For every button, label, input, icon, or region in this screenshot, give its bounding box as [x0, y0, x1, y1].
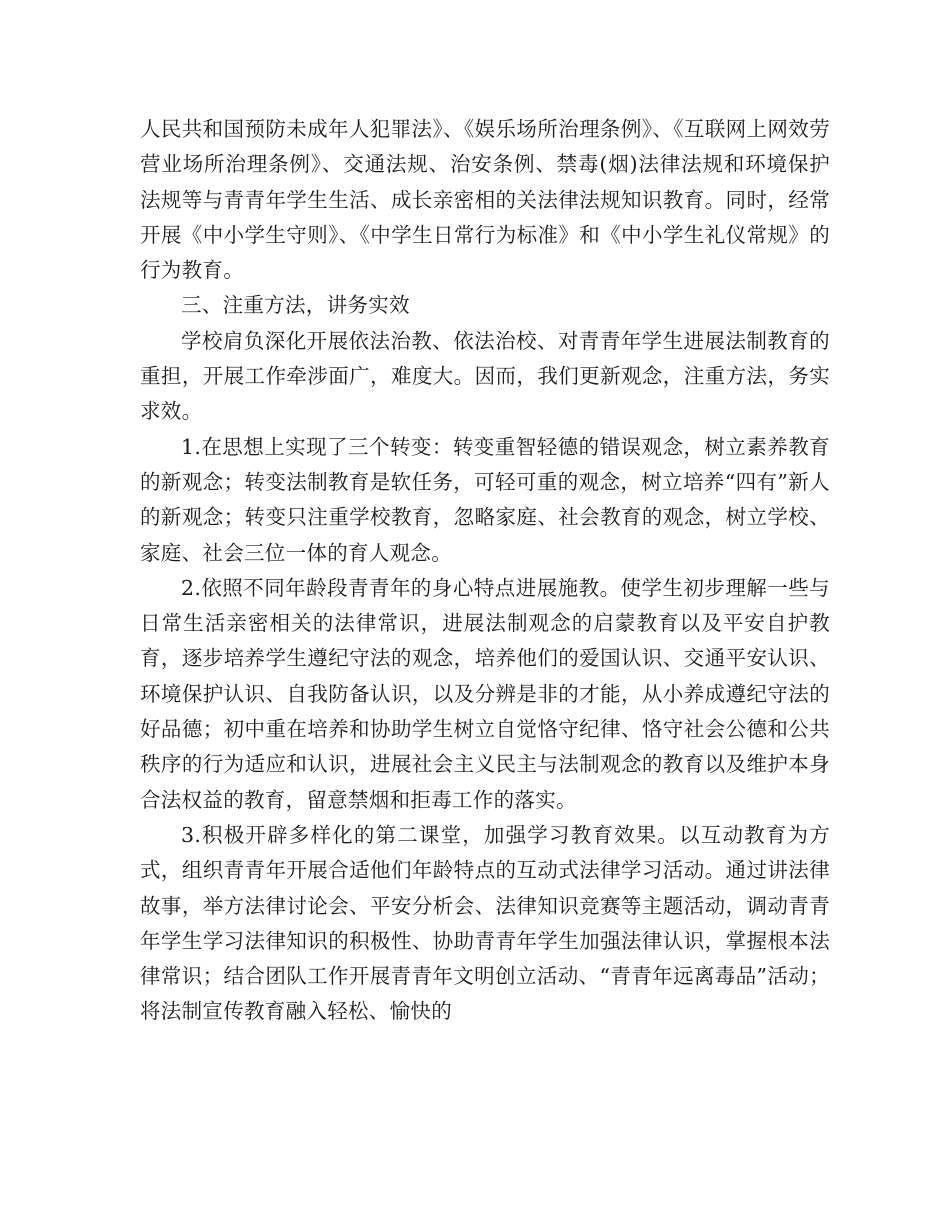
- paragraph-intro: 学校肩负深化开展依法治教、依法治校、对青青年学生进展法制教育的重担，开展工作牵涉面广，难度大。因而，我们更新观念，注重方法，务实求效。: [140, 328, 830, 424]
- paragraph-point-2: 2.依照不同年龄段青青年的身心特点进展施教。使学生初步理解一些与日常生活亲密相关的法律常识，进展法制观念的启蒙教育以及平安自护教育，逐步培养学生遵纪守法的观念，培养他们的爱国认识、交通平安认识、环境保护认识、自我防备认识，以及分辨是非的才能，从小养成遵纪守法的好品德；初中重在培养和协助学生树立自觉恪守纪律、恪守社会公德和公共秩序的行为适应和认识，进展社会主义民主与法制观念的教育以及维护本身合法权益的教育，留意禁烟和拒毒工作的落实。: [140, 575, 830, 812]
- document-body: [140, 112, 830, 1030]
- paragraph-continued: 人民共和国预防未成年人犯罪法》、《娱乐场所治理条例》、《互联网上网效劳营业场所治理条例》、交通法规、治安条例、禁毒(烟)法律法规和环境保护法规等与青青年学生生活、成长亲密相的关法律法规知识教育。同时，经常开展《中小学生守则》、《中学生日常行为标准》和《中小学生礼仪常规》的行为教育。: [140, 117, 830, 283]
- paragraph-point-1: 1.在思想上实现了三个转变：转变重智轻德的错误观念，树立素养教育的新观念；转变法制教育是软任务，可轻可重的观念，树立培养“四有”新人的新观念；转变只注重学校教育，忽略家庭、社会教育的观念，树立学校、家庭、社会三位一体的育人观念。: [140, 434, 830, 565]
- section-heading: 三、注重方法，讲务实效: [181, 293, 410, 318]
- paragraph-point-3: 3.积极开辟多样化的第二课堂，加强学习教育效果。以互动教育为方式，组织青青年开展合适他们年龄特点的互动式法律学习活动。通过讲法律故事，举方法律讨论会、平安分析会、法律知识竞赛等主题活动，调动青青年学生学习法律知识的积极性、协助青青年学生加强法律认识，掌握根本法律常识；结合团队工作开展青青年文明创立活动、“青青年远离毒品”活动；将法制宣传教育融入轻松、愉快的: [140, 822, 830, 1024]
